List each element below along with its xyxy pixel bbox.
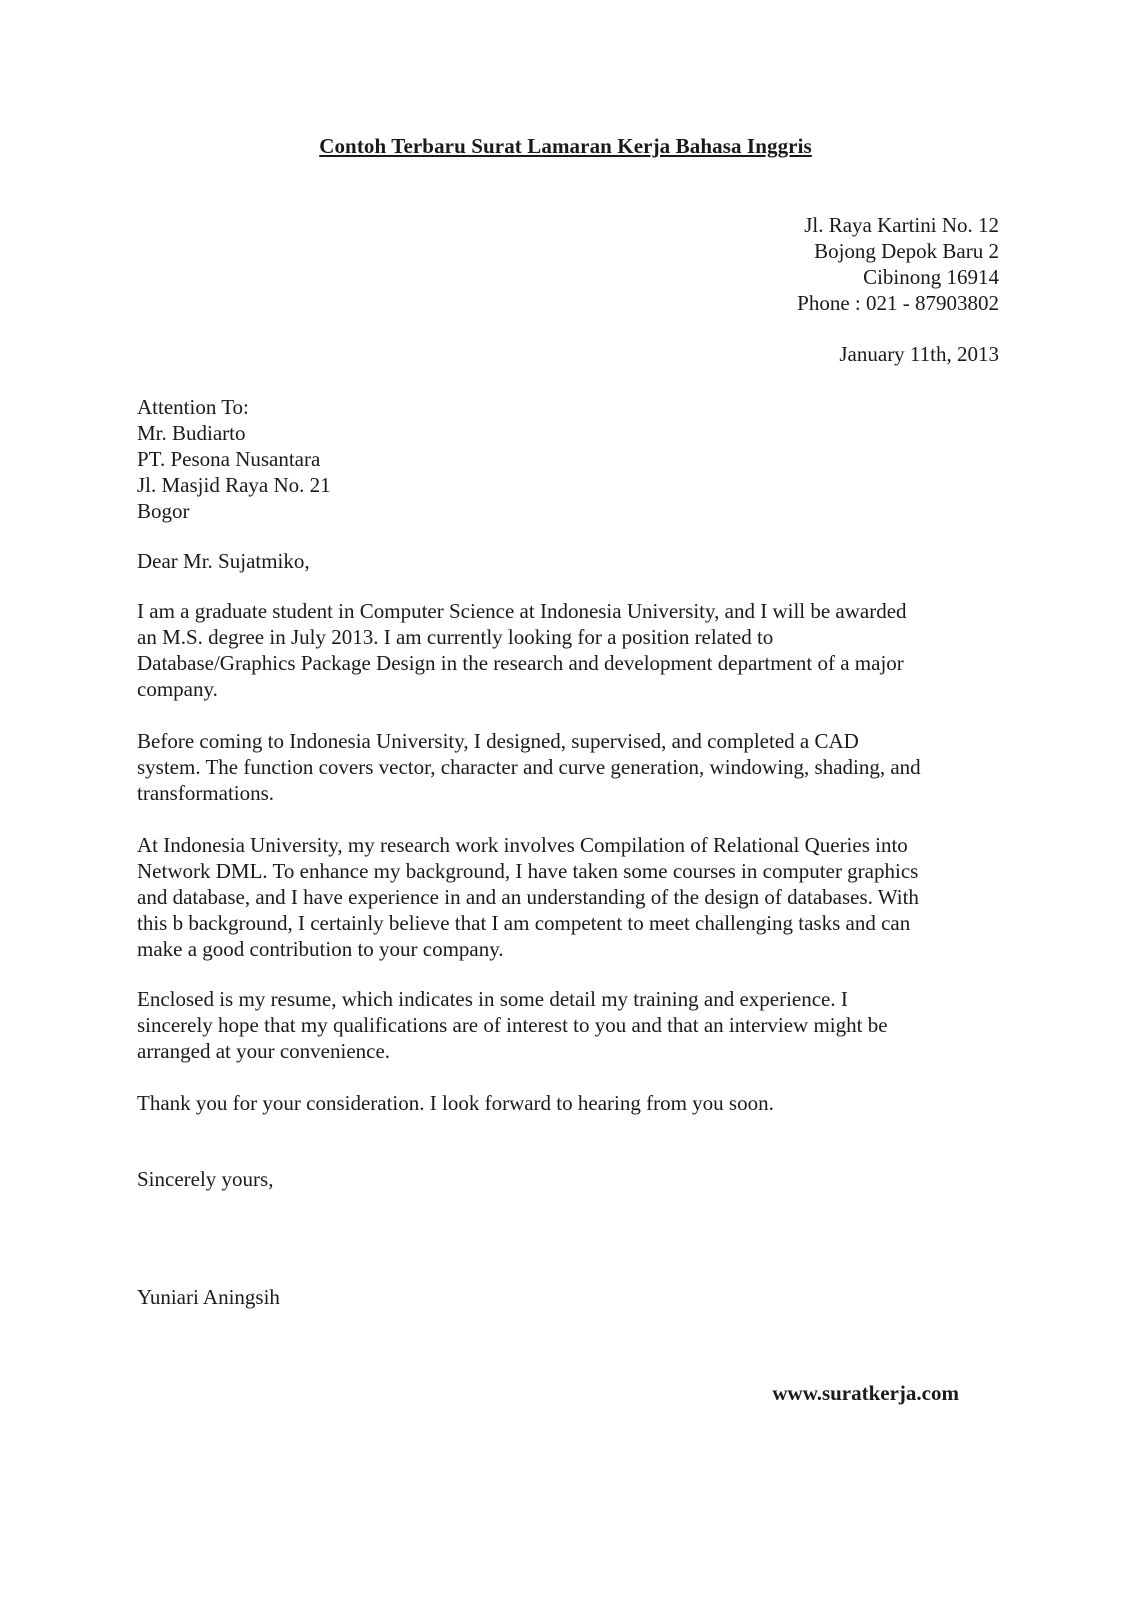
paragraph-line: sincerely hope that my qualifications are of interest to you and that an interview might be: [137, 1013, 888, 1037]
letter-date: January 11th, 2013: [839, 342, 999, 366]
body-paragraph-1: [137, 598, 1002, 702]
recipient-city: Bogor: [137, 499, 190, 523]
recipient-attention: Attention To:: [137, 395, 249, 419]
body-paragraph-4: [137, 986, 1002, 1064]
paragraph-line: make a good contribution to your company.: [137, 937, 504, 961]
sender-address-block: [797, 212, 999, 316]
paragraph-line: Before coming to Indonesia University, I designed, supervised, and completed a CAD: [137, 729, 859, 753]
paragraph-line: company.: [137, 677, 218, 701]
recipient-address-block: [137, 394, 1002, 524]
body-paragraph-2: [137, 728, 1002, 806]
website-footer: www.suratkerja.com: [772, 1381, 959, 1405]
sender-phone: Phone : 021 - 87903802: [797, 291, 999, 315]
salutation: Dear Mr. Sujatmiko,: [137, 549, 310, 573]
body-paragraph-3: [137, 832, 1002, 962]
recipient-address: Jl. Masjid Raya No. 21: [137, 473, 331, 497]
paragraph-line: transformations.: [137, 781, 275, 805]
sender-address-line-3: Cibinong 16914: [863, 265, 999, 289]
paragraph-line: Thank you for your consideration. I look forward to hearing from you soon.: [137, 1091, 774, 1115]
paragraph-line: At Indonesia University, my research work involves Compilation of Relational Queries into: [137, 833, 908, 857]
paragraph-line: and database, and I have experience in and an understanding of the design of databases. With: [137, 885, 919, 909]
recipient-company: PT. Pesona Nusantara: [137, 447, 321, 471]
paragraph-line: system. The function covers vector, character and curve generation, windowing, shading, and: [137, 755, 921, 779]
paragraph-line: Network DML. To enhance my background, I have taken some courses in computer graphics: [137, 859, 919, 883]
document-title: Contoh Terbaru Surat Lamaran Kerja Bahasa Inggris: [319, 134, 812, 158]
paragraph-line: Enclosed is my resume, which indicates in some detail my training and experience. I: [137, 987, 848, 1011]
body-paragraph-5: [137, 1090, 1002, 1116]
sender-address-line-2: Bojong Depok Baru 2: [814, 239, 999, 263]
sender-address-line-1: Jl. Raya Kartini No. 12: [804, 213, 999, 237]
signature-name: Yuniari Aningsih: [137, 1285, 280, 1309]
closing: Sincerely yours,: [137, 1167, 274, 1191]
paragraph-line: Database/Graphics Package Design in the research and development department of a major: [137, 651, 904, 675]
paragraph-line: this b background, I certainly believe that I am competent to meet challenging tasks and can: [137, 911, 911, 935]
paragraph-line: I am a graduate student in Computer Science at Indonesia University, and I will be awarded: [137, 599, 907, 623]
paragraph-line: arranged at your convenience.: [137, 1039, 391, 1063]
recipient-name: Mr. Budiarto: [137, 421, 246, 445]
paragraph-line: an M.S. degree in July 2013. I am currently looking for a position related to: [137, 625, 774, 649]
